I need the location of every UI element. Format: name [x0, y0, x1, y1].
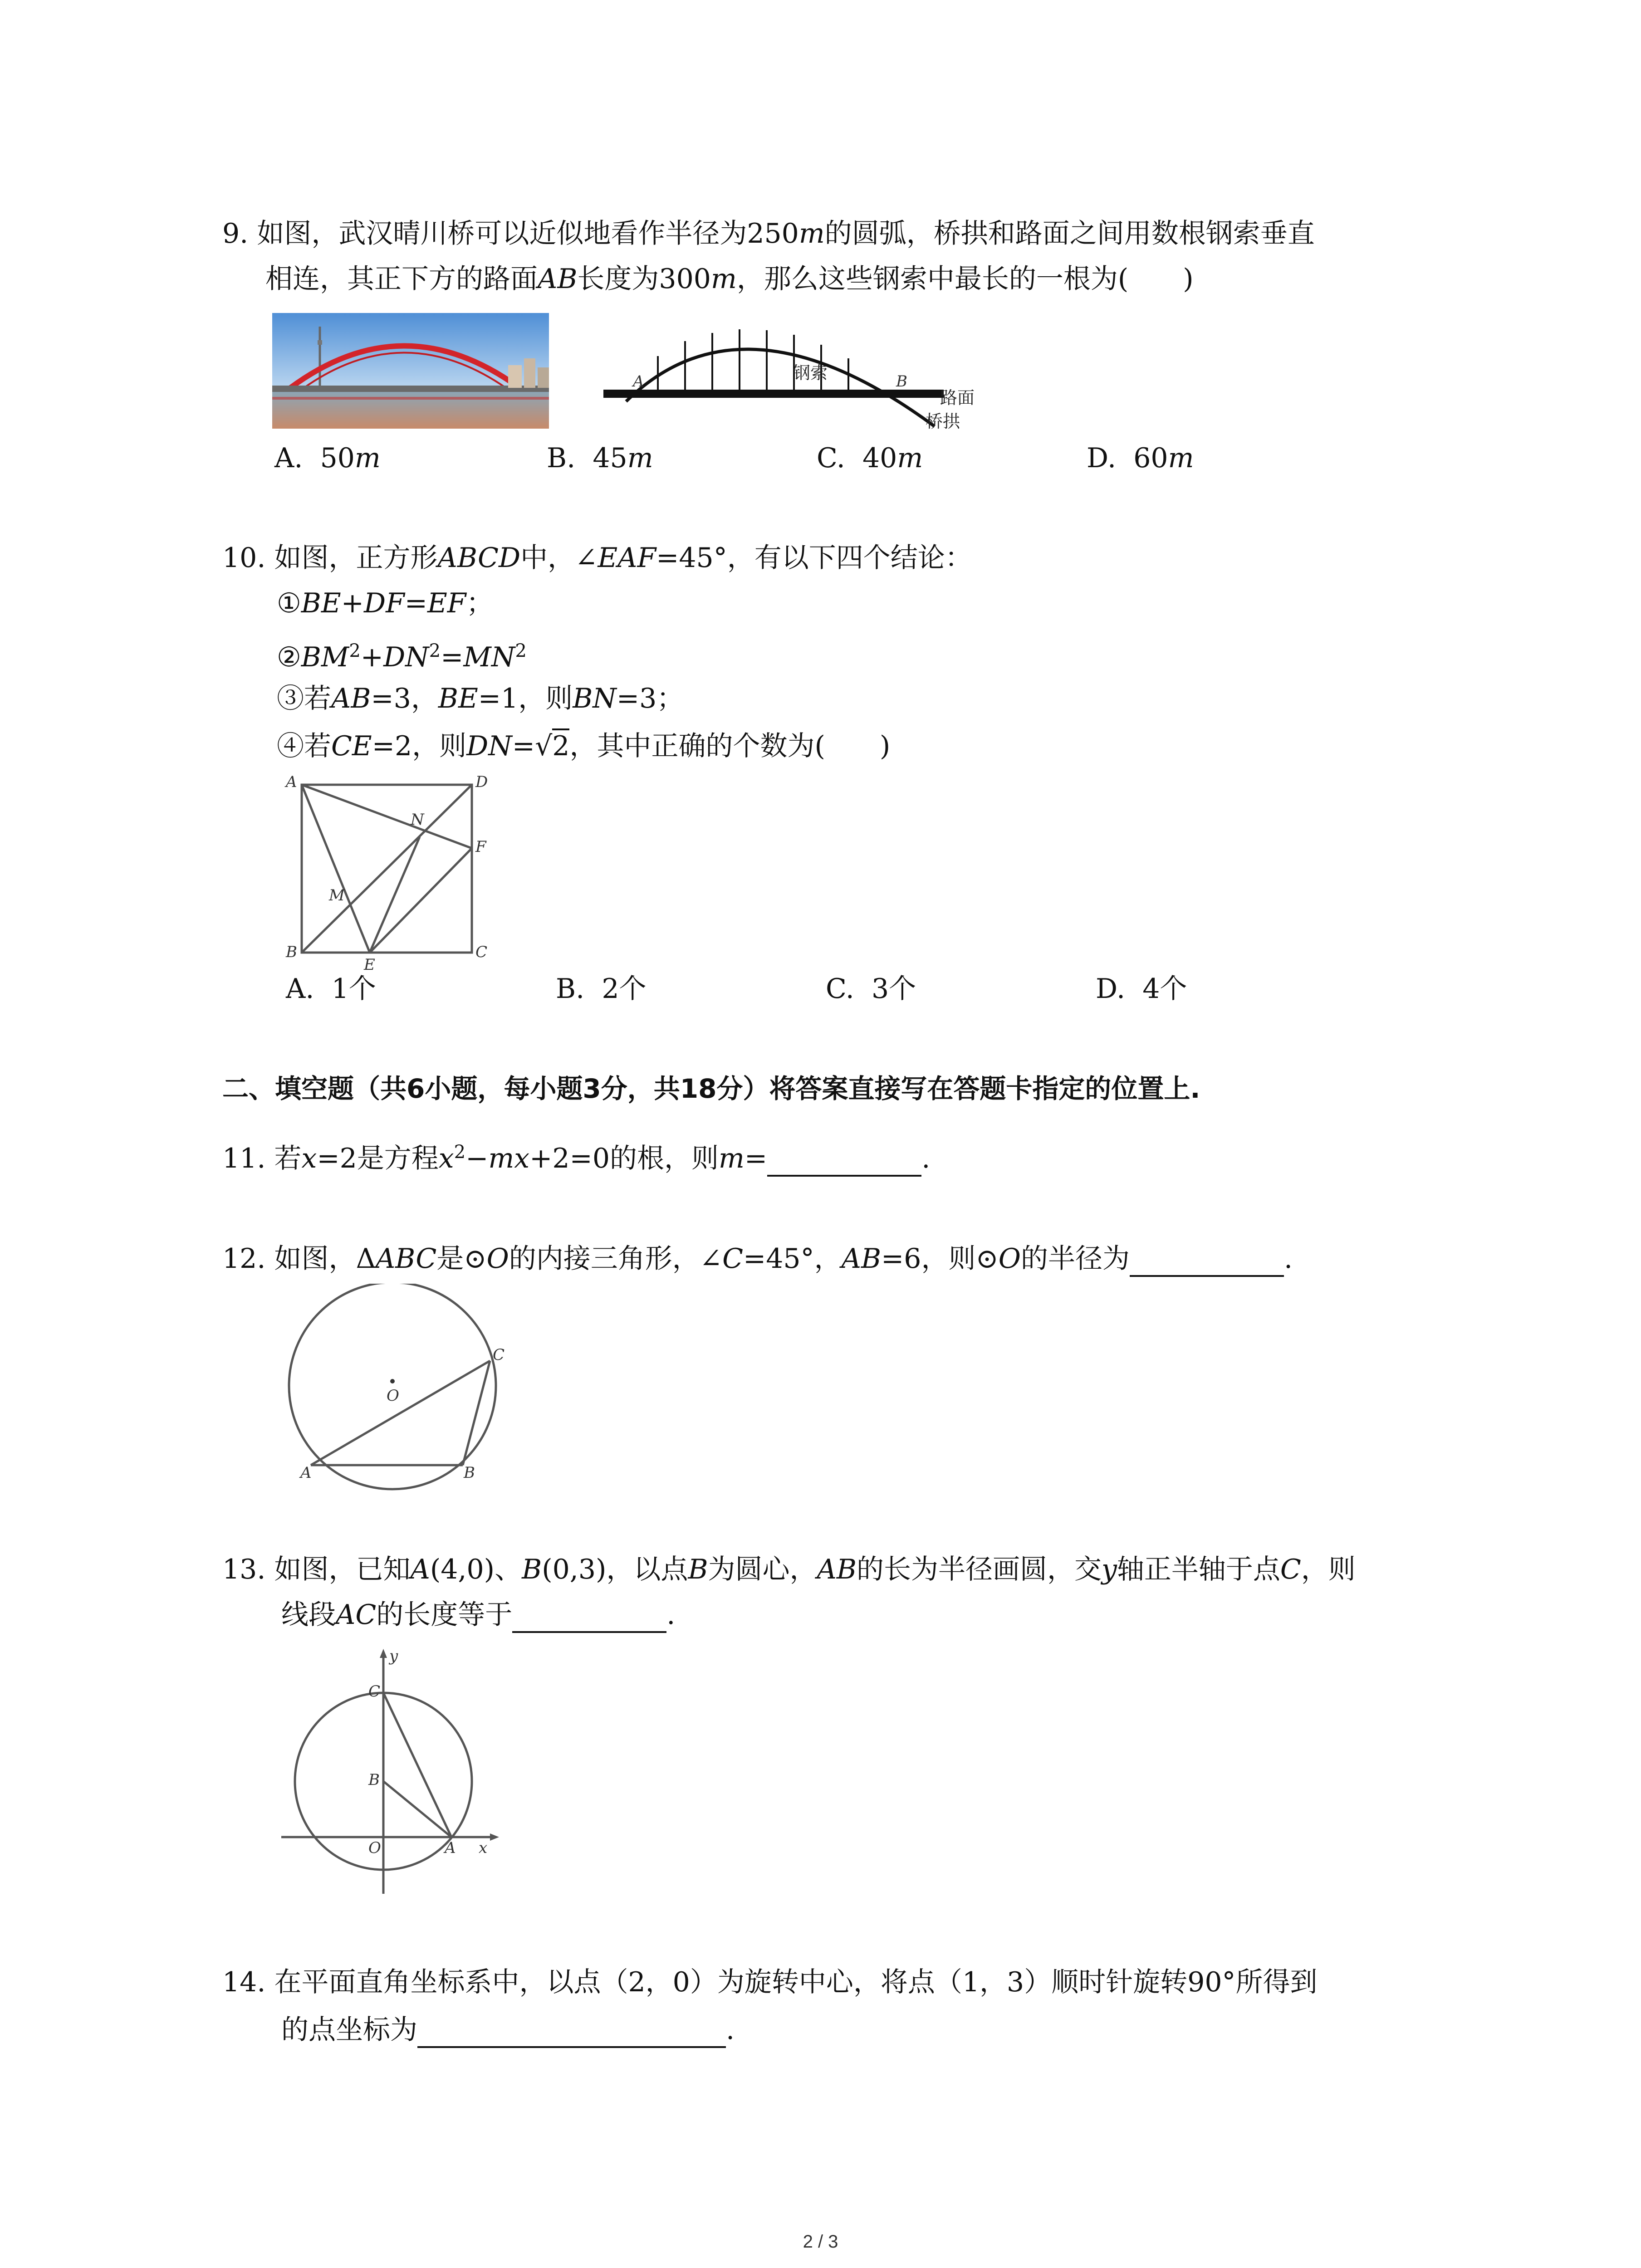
label-x: x — [479, 1839, 488, 1857]
q10-option-a[interactable]: A. 1个 — [286, 973, 376, 1005]
q10-line1: 10. 如图，正方形ABCD中，∠EAF=45°，有以下四个结论： — [222, 542, 972, 574]
label-c: C — [493, 1346, 505, 1364]
road-label: 路面 — [940, 388, 975, 408]
q10-conclusion-1: ①BE+DF=EF； — [277, 587, 494, 619]
q9-line2: 相连，其正下方的路面AB长度为300m，那么这些钢索中最长的一根为( ) — [265, 263, 1194, 295]
q10-option-b[interactable]: B. 2个 — [556, 973, 647, 1005]
q9-line1: 9. 如图，武汉晴川桥可以近似地看作半径为250m的圆弧，桥拱和路面之间用数根钢索垂直 — [222, 218, 1315, 249]
q11-answer-blank[interactable] — [767, 1148, 921, 1177]
q10-conclusion-4: ④若CE=2，则DN=√2，其中正确的个数为( ) — [277, 728, 890, 764]
q11-line: 11. 若x=2是方程$x^2-mx+2=0$的根，则m= . — [222, 1134, 930, 1177]
bridge-diagram — [599, 313, 998, 435]
q14-line2: 的点坐标为 . — [281, 2012, 735, 2048]
label-b: B — [464, 1464, 475, 1482]
label-d: D — [475, 773, 488, 791]
q13-answer-blank[interactable] — [512, 1604, 666, 1633]
label-n: N — [411, 811, 424, 829]
page-number: 2 / 3 — [803, 2232, 838, 2252]
bridge-photo — [272, 313, 549, 429]
q9-option-c[interactable]: C. 40m — [817, 442, 923, 474]
q9-option-a[interactable]: A. 50m — [274, 442, 381, 474]
section-2-heading: 二、填空题（共6小题，每小题3分，共18分）将答案直接写在答题卡指定的位置上. — [222, 1073, 1200, 1104]
coordinate-figure — [272, 1647, 508, 1901]
label-y: y — [389, 1647, 398, 1665]
label-c: C — [475, 943, 488, 961]
q14-line1: 14. 在平面直角坐标系中，以点（2，0）为旋转中心，将点（1，3）顺时针旋转90°所得到 — [222, 1966, 1318, 1998]
q12-line: 12. 如图，ΔABC是⊙O的内接三角形，∠C=45°，AB=6，则⊙O的半径为 . — [222, 1241, 1293, 1277]
label-e: E — [364, 956, 375, 971]
label-o: O — [368, 1839, 381, 1857]
label-b: B — [286, 943, 297, 961]
q13-line1: 13. 如图，已知A(4,0)、B(0,3)，以点B为圆心，AB的长为半径画圆，交y轴正半轴于点C，则 — [222, 1554, 1356, 1585]
q14-answer-blank[interactable] — [417, 2019, 726, 2048]
label-a: A — [300, 1464, 312, 1482]
bridge-label-b: B — [896, 372, 907, 391]
q10-conclusion-3: ③若AB=3，BE=1，则BN=3； — [277, 683, 684, 714]
circle-figure — [277, 1284, 531, 1492]
q10-option-c[interactable]: C. 3个 — [826, 973, 916, 1005]
cable-label: 钢索 — [793, 363, 828, 383]
label-f: F — [475, 838, 486, 856]
label-a: A — [286, 773, 297, 791]
q13-line2: 线段AC的长度等于 . — [281, 1597, 675, 1633]
sqrt-sign: √ — [535, 730, 553, 762]
label-o: O — [387, 1387, 399, 1405]
q9-option-b[interactable]: B. 45m — [547, 442, 653, 474]
label-b: B — [368, 1771, 380, 1789]
q10-conclusion-2: $②BM^2+DN^2=MN^2$ — [277, 640, 527, 673]
q10-option-d[interactable]: D. 4个 — [1096, 973, 1187, 1005]
arch-label: 桥拱 — [926, 411, 960, 431]
bridge-label-a: A — [633, 372, 644, 391]
label-a: A — [445, 1839, 456, 1857]
q9-option-d[interactable]: D. 60m — [1087, 442, 1194, 474]
q12-answer-blank[interactable] — [1130, 1248, 1284, 1277]
label-c: C — [368, 1682, 381, 1701]
square-figure — [281, 771, 499, 971]
label-m: M — [329, 886, 345, 904]
